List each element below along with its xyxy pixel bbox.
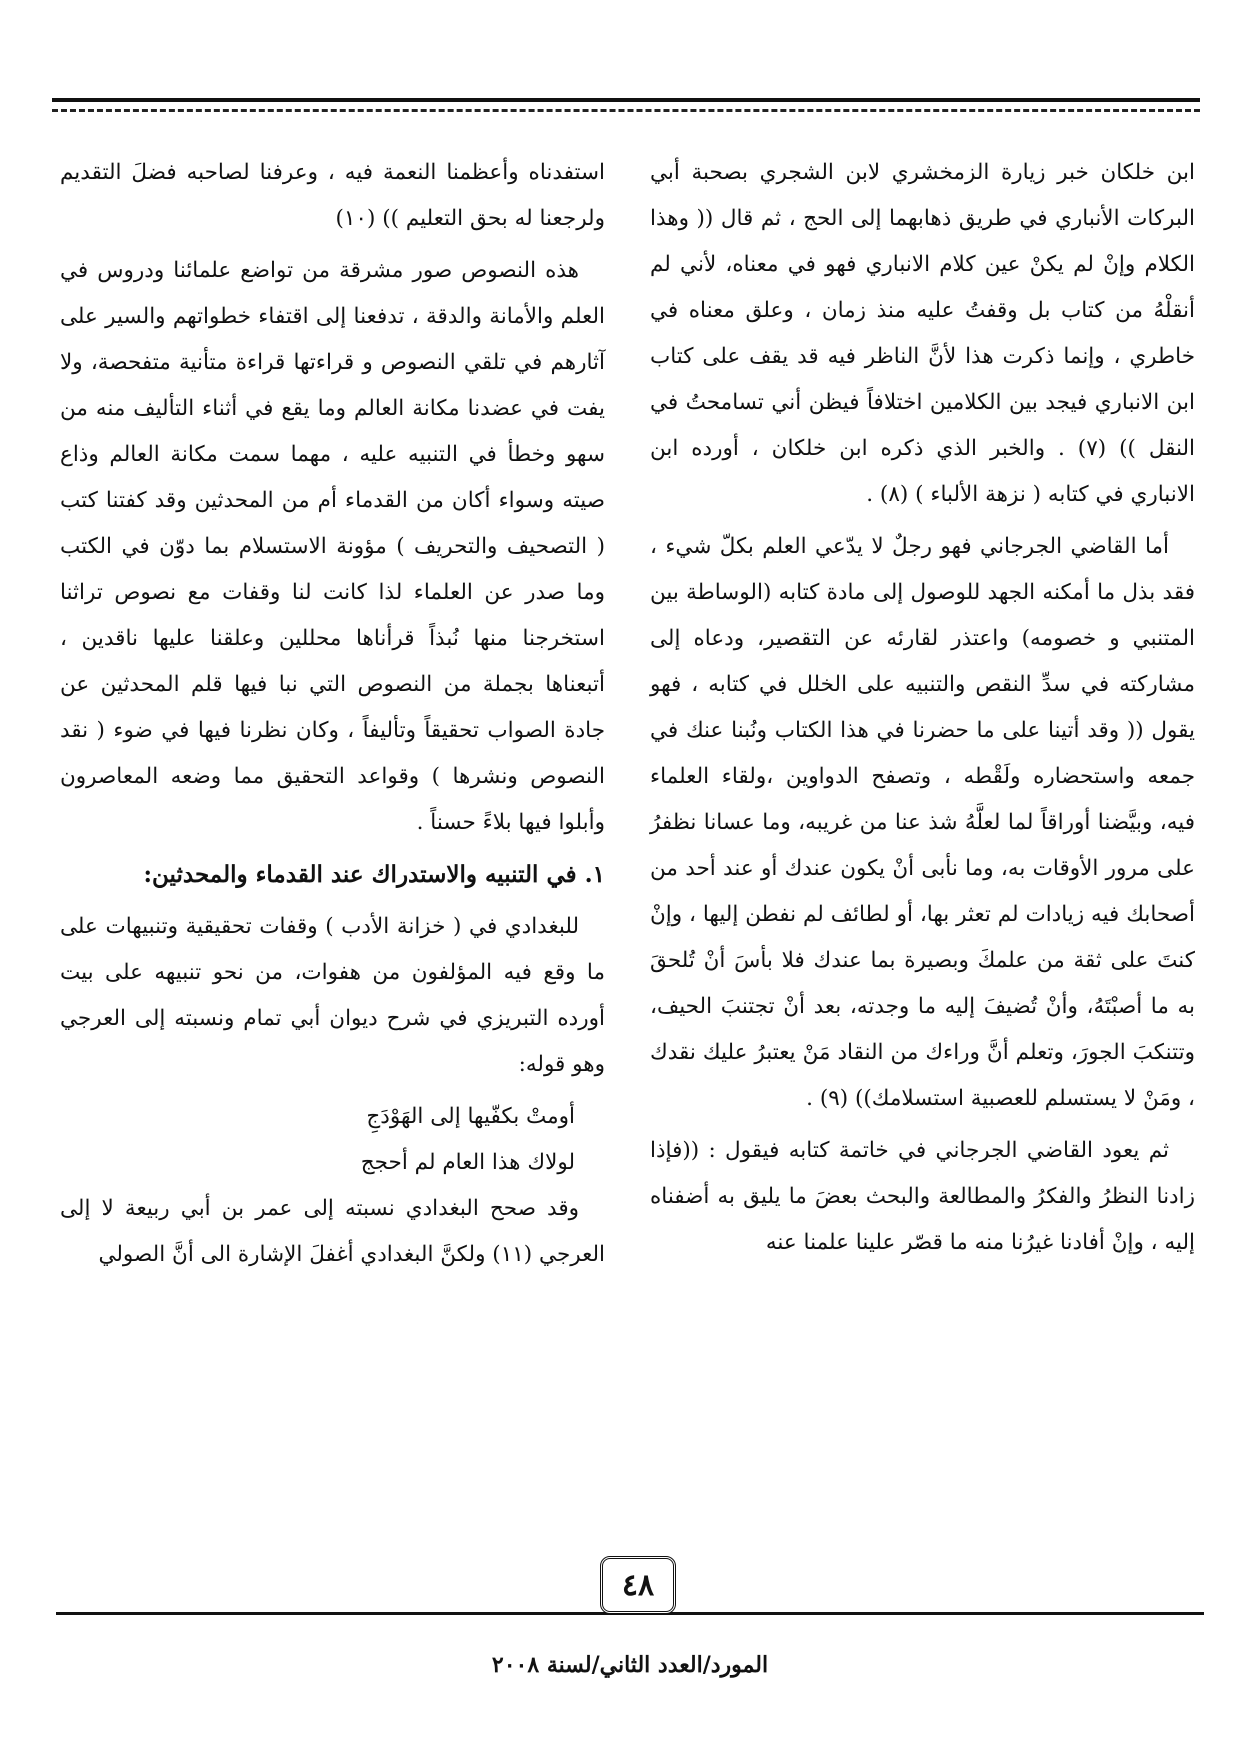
verse-line-1: أومتْ بكفّيها إلى الهَوْدَجِ — [366, 1104, 575, 1129]
left-intro-paragraph: استفدناه وأعظمنا النعمة فيه ، وعرفنا لصاحبه فضلَ التقديم ولرجعنا له بحق التعليم )) (١٠) — [60, 160, 605, 231]
journal-footer: المورد/العدد الثاني/لسنة ٢٠٠٨ — [491, 1652, 769, 1678]
header-rule-solid — [52, 98, 1200, 102]
right-paragraph-2: أما القاضي الجرجاني فهو رجلٌ لا يدّعي العلم بكلّ شيء ، فقد بذل ما أمكنه الجهد للوصول إلى مادة كتابه (الوساطة بين المتنبي و خصومه) واعتذر لقارئه عن التقصير، ودعاه إلى مشاركته في سدِّ النقص والتنبيه على الخلل في كتابه ، فهو يقول (( وقد أتينا على ما حضرنا في هذا الكتاب ونُبنا عنك في جمعه واستحضاره ولَقْطه ، وتصفح الدواوين ،ولقاء العلماء فيه، وبيَّضنا أوراقاً لما لعلَّهُ شذ عنا من غريبه، وما عسانا نظفرُ على مرور الأوقات به، وما نأبى أنْ يكون عندك أو عند أحد من أصحابك فيه زيادات لم تعثر بها، أو لطائف لم نفطن إليها ، وإنْ كنتَ على ثقة من علمكَ وبصيرة بما عندك فلا بأسَ أنْ تُلحقَ به ما أصبْتَهُ، وأنْ تُضيفَ إليه ما وجدته، بعد أنْ تجتنبَ الحيف، وتتنكبَ الجورَ، وتعلم أنَّ وراءك من النقاد مَنْ يعتبرُ عليك نقدك ، ومَنْ لا يستسلم للعصبية استسلامك)) (٩) . — [650, 534, 1195, 1111]
left-paragraph-3: وقد صحح البغدادي نسبته إلى عمر بن أبي ربيعة لا إلى العرجي (١١) ولكنَّ البغدادي أغفلَ الإشارة الى أنَّ الصولي — [60, 1196, 605, 1267]
right-paragraph-1: ابن خلكان خبر زيارة الزمخشري لابن الشجري بصحبة أبي البركات الأنباري في طريق ذهابهما إلى الحج ، ثم قال (( وهذا الكلام وإنْ لم يكنْ عين كلام الانباري فهو في معناه، لأني لم أنقلْهُ من كتاب بل وقفتُ عليه منذ زمان ، وعلق معناه في خاطري ، وإنما ذكرت هذا لأنَّ الناظر فيه قد يقف على كتاب ابن الانباري فيجد بين الكلامين اختلافاً فيظن أني تسامحتُ في النقل )) (٧) . والخبر الذي ذكره ابن خلكان ، أورده ابن الانباري في كتابه ( نزهة الألباء ) (٨) . — [650, 160, 1195, 507]
left-main-paragraph: هذه النصوص صور مشرقة من تواضع علمائنا ودروس في العلم والأمانة والدقة ، تدفعنا إلى اقتفاء خطواتهم والسير على آثارهم في تلقي النصوص و قراءتها قراءة متأنية متفحصة، ولا يفت في عضدنا مكانة العالم وما يقع في أثناء التأليف منه من سهو وخطأ في التنبيه عليه ، مهما سمت مكانة العالم وذاع صيته وسواء أكان من القدماء أم من المحدثين وقد كفتنا كتب ( التصحيف والتحريف ) مؤونة الاستسلام بما دوّن في الكتب وما صدر عن العلماء لذا كانت لنا وقفات مع نصوص تراثنا استخرجنا منها نُبذاً قرأناها محللين وعلقنا عليها ناقدين ، أتبعناها بجملة من النصوص التي نبا فيها قلم المحدثين عن جادة الصواب تحقيقاً وتأليفاً ، وكان نظرنا فيها في ضوء ( نقد النصوص ونشرها ) وقواعد التحقيق مما وضعه المعاصرون وأبلوا فيها بلاءً حسناً . — [60, 258, 605, 835]
left-paragraph-2: للبغدادي في ( خزانة الأدب ) وقفات تحقيقية وتنبيهات على ما وقع فيه المؤلفون من هفوات، من نحو تنبيهه على بيت أورده التبريزي في شرح ديوان أبي تمام ونسبته إلى العرجي وهو قوله: — [60, 914, 605, 1077]
verse-line-2: لولاك هذا العام لم أحجج — [360, 1150, 575, 1175]
page-number: ٤٨ — [600, 1556, 676, 1614]
section-heading: ١. في التنبيه والاستدراك عند القدماء والمحدثين: — [143, 861, 605, 888]
header-rule-dashed — [52, 109, 1200, 112]
right-column — [650, 150, 1195, 1272]
right-paragraph-3: ثم يعود القاضي الجرجاني في خاتمة كتابه فيقول : ((فإذا زادنا النظرُ والفكرُ والمطالعة والبحث بعضَ ما يليق به أضفناه إليه ، وإنْ أفادنا غيرُنا منه ما قصّر علينا علمنا عنه — [650, 1138, 1195, 1255]
left-column — [60, 150, 605, 1284]
